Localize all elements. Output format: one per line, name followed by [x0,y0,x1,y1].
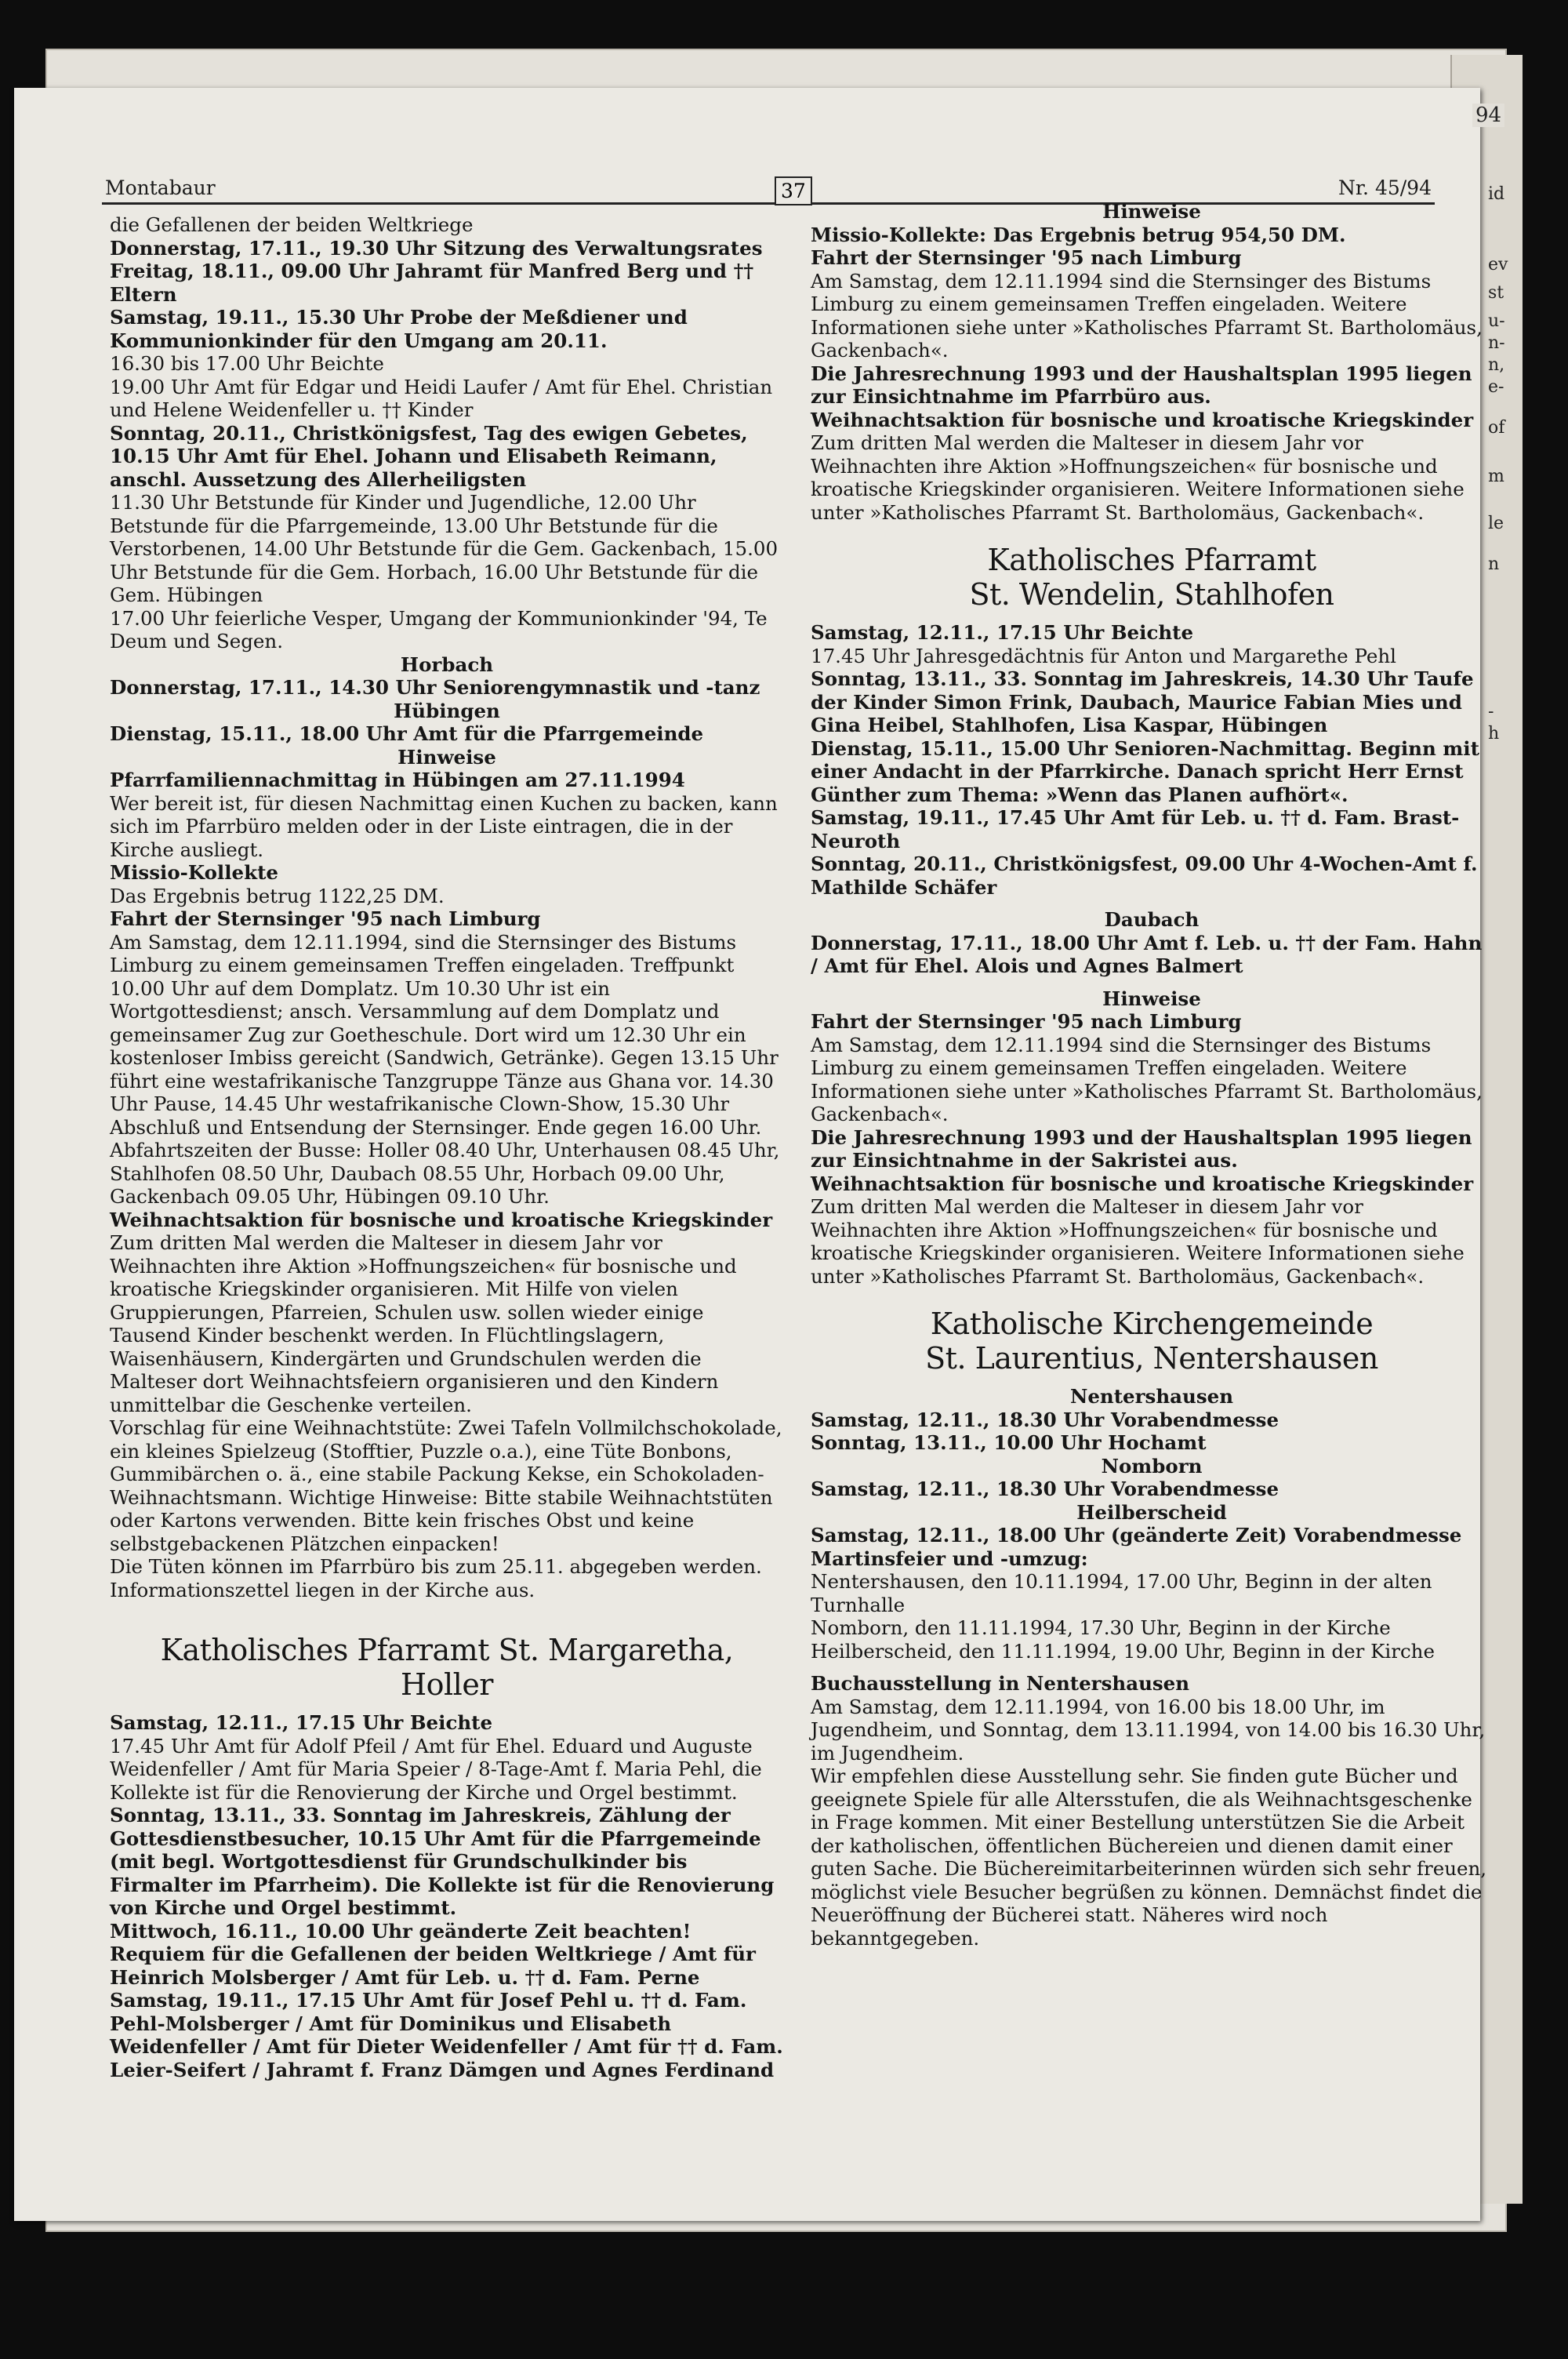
paragraph: die Gefallenen der beiden Weltkriege [110,213,474,236]
section-title-wendelin: Katholisches Pfarramt [987,543,1316,577]
entry-line: Sonntag, 13.11., 33. Sonntag im Jahreskreis, Zählung der Gottesdienstbesucher, 10.15 Uhr Amt für die Pfarrgemeinde (mit begl. Wortgottesdienst für Grundschulkinder bis Firmalter im Pfarrheim). Die Kollekte ist für die Renovierung von Kirche und Orgel bestimmt. [110,1804,775,1919]
edge-text-fragment: st [1488,283,1504,303]
entry-line: Buchausstellung in Nentershausen [811,1672,1190,1695]
entry-line: Samstag, 19.11., 15.30 Uhr Probe der Meßdiener und Kommunionkinder für den Umgang am 20.11. [110,306,688,352]
paragraph: 17.00 Uhr feierliche Vesper, Umgang der Kommunionkinder '94, Te Deum und Segen. [110,606,768,652]
paragraph: Das Ergebnis betrug 1122,25 DM. [110,884,445,907]
page-header [102,166,1435,205]
entry-line: Dienstag, 15.11., 18.00 Uhr Amt für die Pfarrgemeinde [110,722,704,745]
paragraph: Zum dritten Mal werden die Malteser in diesem Jahr vor Weihnachten ihre Aktion »Hoffnungszeichen« für bosnische und kroatische Kriegskinder organisieren. Weitere Informationen siehe unter »Katholisches Pfarramt St. Bartholomäus, Gackenbach«. [811,1195,1465,1288]
paragraph: Am Samstag, dem 12.11.1994, von 16.00 bis 18.00 Uhr, im Jugendheim, und Sonntag, dem 13.11.1994, von 14.00 bis 16.30 Uhr, im Jugendheim. [811,1695,1486,1765]
edge-text-fragment: e- [1488,377,1504,397]
subheading-huebingen: Hübingen [394,699,500,722]
entry-line: Donnerstag, 17.11., 18.00 Uhr Amt f. Leb. u. †† der Fam. Hahn / Amt für Ehel. Alois und Agnes Balmert [811,931,1483,977]
header-place: Montabaur [105,176,216,199]
entry-line: Missio-Kollekte: Das Ergebnis betrug 954,50 DM. [811,223,1346,246]
paragraph: Zum dritten Mal werden die Malteser in diesem Jahr vor Weihnachten ihre Aktion »Hoffnungszeichen« für bosnische und kroatische Kriegskinder organisieren. Weitere Informationen siehe unter »Katholisches Pfarramt St. Bartholomäus, Gackenbach«. [811,431,1465,524]
section-title-laurentius-place: St. Laurentius, Nentershausen [925,1341,1378,1376]
next-page-issue-fragment: 94 [1472,104,1504,127]
paragraph: Am Samstag, dem 12.11.1994, sind die Sternsinger des Bistums Limburg zu einem gemeinsamen Treffen eingeladen. Treffpunkt 10.00 Uhr auf dem Domplatz. Um 10.30 Uhr ist ein Wortgottesdienst; ansch. Versammlung auf dem Domplatz und gemeinsamer Zug zur Goetheschule. Dort wird um 12.30 Uhr ein kostenloser Imbiss gereicht (Sandwich, Getränke). Gegen 13.15 Uhr führt eine westafrikanische Tanzgruppe Tänze aus Ghana vor. 14.30 Uhr Pause, 14.45 Uhr westafrikanische Clown-Show, 15.30 Uhr Abschluß und Entsendung der Sternsinger. Ende gegen 16.00 Uhr. [110,930,779,1139]
paragraph: 17.45 Uhr Amt für Adolf Pfeil / Amt für Ehel. Eduard und Auguste Weidenfeller / Amt für Maria Speier / 8-Tage-Amt f. Maria Pehl, die Kollekte ist für die Renovierung der Kirche und Orgel bestimmt. [110,1734,762,1804]
entry-line: Sonntag, 20.11., Christkönigsfest, Tag des ewigen Gebetes, 10.15 Uhr Amt für Ehel. Johann und Elisabeth Reimann, anschl. Aussetzung des Allerheiligsten [110,421,748,491]
paragraph: 19.00 Uhr Amt für Edgar und Heidi Laufer / Amt für Ehel. Christian und Helene Weidenfeller u. †† Kinder [110,375,773,421]
edge-text-fragment: ev [1488,255,1508,274]
subheading-nomborn: Nomborn [1101,1454,1203,1478]
paragraph: Am Samstag, dem 12.11.1994 sind die Sternsinger des Bistums Limburg zu einem gemeinsamen Treffen eingeladen. Weitere Informationen siehe unter »Katholisches Pfarramt St. Bartholomäus, Gackenbach«. [811,1033,1483,1125]
edge-text-fragment: n [1488,554,1500,574]
entry-line: Die Jahresrechnung 1993 und der Haushaltsplan 1995 liegen zur Einsichtnahme in der Sakristei aus. [811,1125,1472,1172]
subheading-nentershausen: Nentershausen [1069,1385,1234,1408]
paragraph: Nentershausen, den 10.11.1994, 17.00 Uhr, Beginn in der alten Turnhalle [811,1570,1432,1616]
paragraph: Nomborn, den 11.11.1994, 17.30 Uhr, Beginn in der Kirche [811,1616,1391,1639]
subheading-hinweise: Hinweise [397,745,496,769]
edge-text-fragment: - [1488,702,1494,722]
entry-line: Fahrt der Sternsinger '95 nach Limburg [811,1010,1242,1033]
entry-line: Mittwoch, 16.11., 10.00 Uhr geänderte Zeit beachten! Requiem für die Gefallenen der beiden Weltkriege / Amt für Heinrich Molsberger / Amt für Leb. u. †† d. Fam. Perne [110,1919,756,1989]
section-title-laurentius: Katholische Kirchengemeinde [930,1307,1374,1341]
paragraph: Die Tüten können im Pfarrbüro bis zum 25.11. abgegeben werden. Informationszettel liegen in der Kirche aus. [110,1555,762,1601]
edge-text-fragment: u- [1488,311,1505,331]
entry-line: Samstag, 12.11., 18.30 Uhr Vorabendmesse [811,1408,1279,1431]
left-column [110,213,784,2081]
entry-line: Dienstag, 15.11., 15.00 Uhr Senioren-Nachmittag. Beginn mit einer Andacht in der Pfarrkirche. Danach spricht Herr Ernst Günther zum Thema: »Wenn das Planen aufhört«. [811,736,1479,806]
edge-text-fragment: of [1488,418,1505,438]
page-number-box: 37 [775,176,812,205]
subheading-daubach: Daubach [1104,908,1200,931]
paragraph: Wir empfehlen diese Ausstellung sehr. Sie finden gute Bücher und geeignete Spiele für alle Altersstufen, die als Weihnachtsgeschenke in Frage kommen. Mit einer Bestellung unterstützen Sie die Arbeit der katholischen, öffentlichen Büchereien und dienen damit einer guten Sache. Die Büchereimitarbeiterinnen würden sich sehr freuen, möglichst viele Besucher begrüßen zu können. Demnächst findet die Neueröffnung der Bücherei statt. Näheres wird noch bekanntgegeben. [811,1765,1487,1950]
entry-line: Weihnachtsaktion für bosnische und kroatische Kriegskinder [811,1172,1474,1195]
paragraph: Zum dritten Mal werden die Malteser in diesem Jahr vor Weihnachten ihre Aktion »Hoffnungszeichen« für bosnische und kroatische Kriegskinder organisieren. Mit Hilfe von vielen Gruppierungen, Pfarreien, Schulen usw. sollen wieder einige Tausend Kinder beschenkt werden. In Flüchtlingslagern, Waisenhäusern, Kindergärten und Grundschulen werden die Malteser dort Weihnachtsfeiern organisieren und den Kindern unmittelbar die Geschenke verteilen. [110,1231,737,1416]
entry-line: Missio-Kollekte [110,861,279,884]
entry-line: Sonntag, 13.11., 33. Sonntag im Jahreskreis, 14.30 Uhr Taufe der Kinder Simon Frink, Daubach, Maurice Fabian Mies und Gina Heibel, Stahlhofen, Lisa Kaspar, Hübingen [811,667,1474,736]
entry-line: Samstag, 19.11., 17.15 Uhr Amt für Josef Pehl u. †† d. Fam. Pehl-Molsberger / Amt für Dominikus und Elisabeth Weidenfeller / Amt für Dieter Weidenfeller / Amt für †† d. Fam. Leier-Seifert / Jahramt f. Franz Dämgen und Agnes Ferdinand [110,1989,783,2081]
edge-text-fragment: m [1488,467,1504,486]
entry-line: Sonntag, 13.11., 10.00 Uhr Hochamt [811,1431,1207,1454]
entry-line: Die Jahresrechnung 1993 und der Haushaltsplan 1995 liegen zur Einsichtnahme im Pfarrbüro aus. [811,362,1472,408]
subheading-horbach: Horbach [400,652,494,676]
paragraph: 16.30 bis 17.00 Uhr Beichte [110,352,384,375]
entry-line: Freitag, 18.11., 09.00 Uhr Jahramt für Manfred Berg und †† Eltern [110,260,754,306]
paragraph: Am Samstag, dem 12.11.1994 sind die Sternsinger des Bistums Limburg zu einem gemeinsamen Treffen eingeladen. Weitere Informationen siehe unter »Katholisches Pfarramt St. Bartholomäus, Gackenbach«. [811,269,1483,362]
section-title-holler: Katholisches Pfarramt St. Margaretha, Holler [160,1633,734,1702]
entry-line: Samstag, 12.11., 17.15 Uhr Beichte [811,621,1194,644]
subheading-heilberscheid: Heilberscheid [1076,1500,1227,1524]
paragraph: 17.45 Uhr Jahresgedächtnis für Anton und Margarethe Pehl [811,644,1396,667]
right-column [811,200,1493,1950]
edge-text-fragment: n, [1488,355,1505,375]
paragraph: Abfahrtszeiten der Busse: Holler 08.40 Uhr, Unterhausen 08.45 Uhr, Stahlhofen 08.50 Uhr, Daubach 08.55 Uhr, Horbach 09.00 Uhr, Gackenbach 09.05 Uhr, Hübingen 09.10 Uhr. [110,1139,780,1208]
entry-line: Samstag, 19.11., 17.45 Uhr Amt für Leb. u. †† d. Fam. Brast-Neuroth [811,806,1460,852]
entry-line: Weihnachtsaktion für bosnische und kroatische Kriegskinder [811,408,1474,431]
entry-line: Donnerstag, 17.11., 19.30 Uhr Sitzung des Verwaltungsrates [110,236,763,260]
entry-line: Fahrt der Sternsinger '95 nach Limburg [110,907,541,930]
entry-line: Fahrt der Sternsinger '95 nach Limburg [811,246,1242,269]
paragraph: Heilberscheid, den 11.11.1994, 19.00 Uhr, Beginn in der Kirche [811,1639,1435,1663]
entry-line: Pfarrfamiliennachmittag in Hübingen am 27.11.1994 [110,769,685,791]
paragraph: 11.30 Uhr Betstunde für Kinder und Jugendliche, 12.00 Uhr Betstunde für die Pfarrgemeinde, 13.00 Uhr Betstunde für die Verstorbenen, 14.00 Uhr Betstunde für die Gem. Gackenbach, 15.00 Uhr Betstunde für die Gem. Horbach, 16.00 Uhr Betstunde für die Gem. Hübingen [110,491,779,606]
entry-line: Samstag, 12.11., 18.00 Uhr (geänderte Zeit) Vorabendmesse [811,1524,1462,1547]
subheading-hinweise: Hinweise [1102,987,1201,1010]
edge-text-fragment: le [1488,514,1504,533]
edge-text-fragment: h [1488,724,1500,743]
entry-line: Martinsfeier und -umzug: [811,1547,1088,1570]
entry-line: Weihnachtsaktion für bosnische und kroatische Kriegskinder [110,1208,773,1231]
entry-line: Samstag, 12.11., 18.30 Uhr Vorabendmesse [811,1478,1279,1500]
edge-text-fragment: id [1488,184,1505,204]
paragraph: Vorschlag für eine Weihnachtstüte: Zwei Tafeln Vollmilchschokolade, ein kleines Spielzeug (Stofftier, Puzzle o.a.), eine Tüte Bonbons, Gummibärchen o. ä., eine stabile Packung Kekse, ein Schokoladen-Weihnachtsmann. Wichtige Hinweise: Bitte stabile Weihnachtstüten oder Kartons verwenden. Bitte kein frisches Obst und keine selbstgebackenen Plätzchen einpacken! [110,1416,782,1555]
section-title-wendelin-place: St. Wendelin, Stahlhofen [969,577,1334,612]
issue-number: Nr. 45/94 [1338,176,1432,199]
subheading-hinweise: Hinweise [1102,200,1201,223]
edge-text-fragment: n- [1488,333,1505,353]
paragraph: Wer bereit ist, für diesen Nachmittag einen Kuchen zu backen, kann sich im Pfarrbüro melden oder in der Liste eintragen, die in der Kirche ausliegt. [110,791,778,861]
entry-line: Samstag, 12.11., 17.15 Uhr Beichte [110,1711,493,1734]
entry-line: Sonntag, 20.11., Christkönigsfest, 09.00 Uhr 4-Wochen-Amt f. Mathilde Schäfer [811,852,1478,899]
entry-line: Donnerstag, 17.11., 14.30 Uhr Seniorengymnastik und -tanz [110,676,760,699]
